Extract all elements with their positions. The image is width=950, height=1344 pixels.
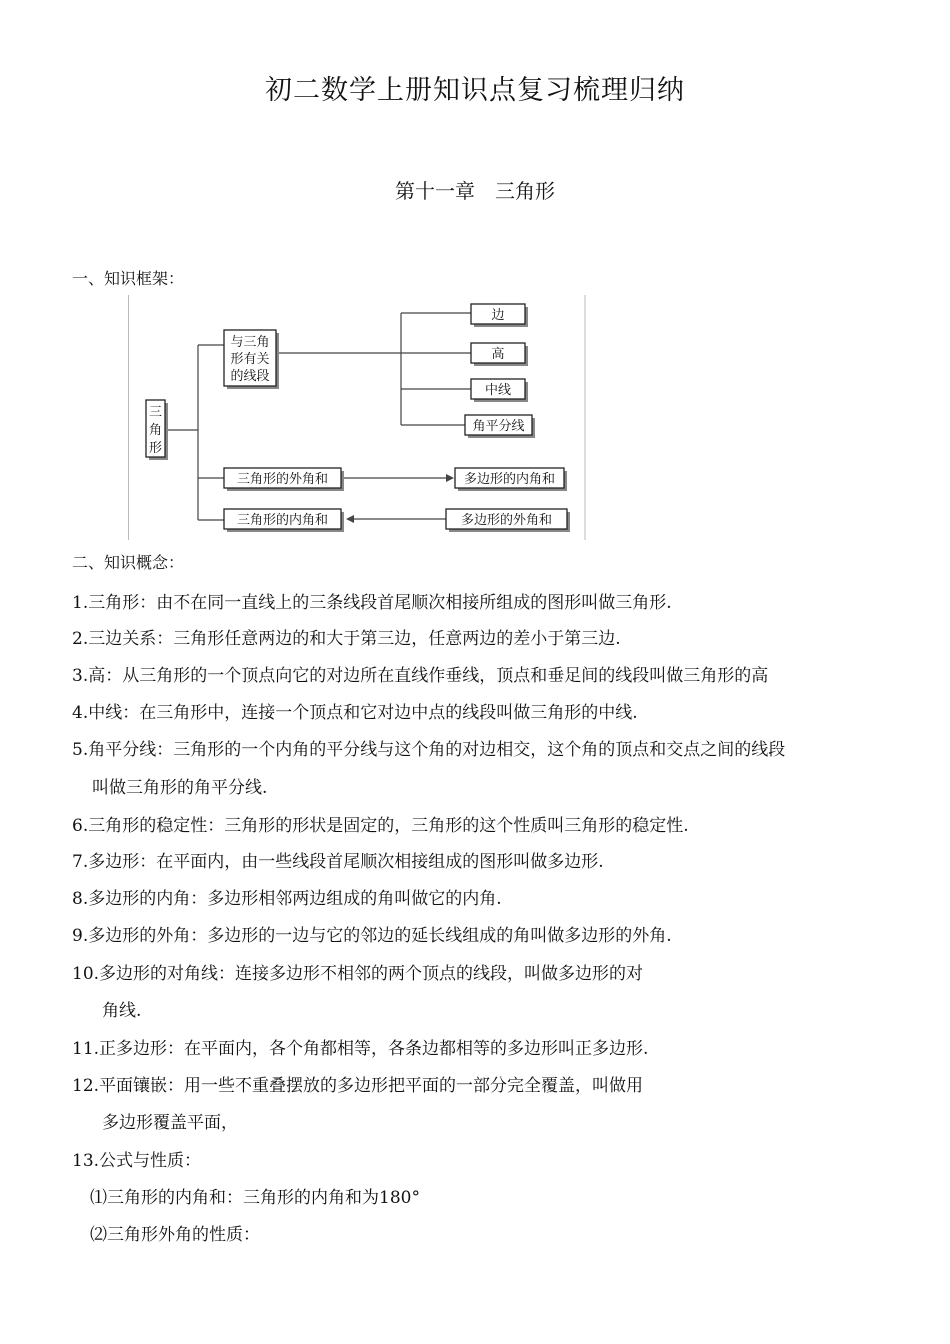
segments-line-1: 与三角: [230, 335, 270, 350]
node-side: [471, 304, 528, 327]
node-related-segments: [224, 330, 279, 389]
concept-line: 7.多边形：在平面内，由一些线段首尾顺次相接组成的图形叫做多边形.: [72, 852, 604, 872]
node-angle-bisector: [465, 415, 535, 438]
node-polygon-exterior-sum-label: 多边形的外角和: [460, 513, 553, 528]
document-title: 初二数学上册知识点复习梳理归纳: [265, 75, 685, 106]
node-polygon-interior-sum: [455, 468, 567, 491]
node-triangle-interior-sum: [224, 509, 344, 532]
section-framework-heading: 一、知识框架：: [72, 269, 185, 288]
node-side-label: 边: [491, 308, 505, 323]
concept-line-continued: 叫做三角形的角平分线.: [92, 778, 268, 798]
concept-line: 4.中线：在三角形中，连接一个顶点和它对边中点的线段叫做三角形的中线.: [72, 703, 638, 723]
node-triangle-exterior-sum-label: 三角形的外角和: [236, 472, 329, 487]
arrow-right-icon: [446, 474, 454, 482]
concept-line: 3.高：从三角形的一个顶点向它的对边所在直线作垂线，顶点和垂足间的线段叫做三角形的高: [72, 666, 769, 686]
concept-line: 5.角平分线：三角形的一个内角的平分线与这个角的对边相交，这个角的顶点和交点之间的线段: [72, 740, 786, 760]
concept-line: 13.公式与性质：: [72, 1151, 202, 1171]
root-char-1: 三: [148, 405, 163, 420]
formula-item: ⑵三角形外角的性质：: [90, 1225, 260, 1245]
node-polygon-interior-sum-label: 多边形的内角和: [463, 472, 556, 487]
node-triangle-exterior-sum: [224, 468, 344, 491]
connector-segments-branch: [278, 313, 471, 425]
section-concepts-heading: 二、知识概念：: [72, 553, 185, 572]
concept-line: 11.正多边形：在平面内，各个角都相等，各条边都相等的多边形叫正多边形.: [72, 1039, 649, 1059]
concept-line: 9.多边形的外角：多边形的一边与它的邻边的延长线组成的角叫做多边形的外角.: [72, 926, 672, 946]
concept-line-continued: 角线.: [102, 1001, 142, 1021]
concept-line: 2.三边关系：三角形任意两边的和大于第三边，任意两边的差小于第三边.: [72, 629, 621, 649]
concept-line: 10.多边形的对角线：连接多边形不相邻的两个顶点的线段，叫做多边形的对: [72, 964, 644, 984]
node-polygon-exterior-sum: [446, 509, 570, 532]
node-altitude: [471, 343, 528, 366]
root-char-3: 形: [148, 441, 163, 456]
arrow-left-icon: [346, 515, 354, 523]
concept-line: 1.三角形：由不在同一直线上的三条线段首尾顺次相接所组成的图形叫做三角形.: [72, 593, 672, 613]
segments-line-2: 形有关: [230, 352, 270, 367]
concept-line: 6.三角形的稳定性：三角形的形状是固定的，三角形的这个性质叫三角形的稳定性.: [72, 816, 689, 836]
node-median-label: 中线: [484, 383, 512, 398]
node-angle-bisector-label: 角平分线: [472, 419, 525, 434]
node-triangle-root: [146, 400, 168, 460]
formula-item: ⑴三角形的内角和：三角形的内角和为180°: [90, 1188, 420, 1208]
node-median: [471, 379, 528, 402]
node-altitude-label: 高: [491, 347, 505, 362]
chapter-heading: 第十一章 三角形: [395, 179, 555, 203]
connector-root-trunk: [168, 345, 224, 520]
node-triangle-interior-sum-label: 三角形的内角和: [236, 513, 329, 528]
concept-line: 12.平面镶嵌：用一些不重叠摆放的多边形把平面的一部分完全覆盖，叫做用: [72, 1076, 644, 1096]
knowledge-framework-diagram: [128, 295, 588, 540]
concept-line-continued: 多边形覆盖平面，: [102, 1113, 238, 1133]
concept-line: 8.多边形的内角：多边形相邻两边组成的角叫做它的内角.: [72, 889, 502, 909]
segments-line-3: 的线段: [230, 369, 270, 384]
root-char-2: 角: [148, 423, 163, 438]
